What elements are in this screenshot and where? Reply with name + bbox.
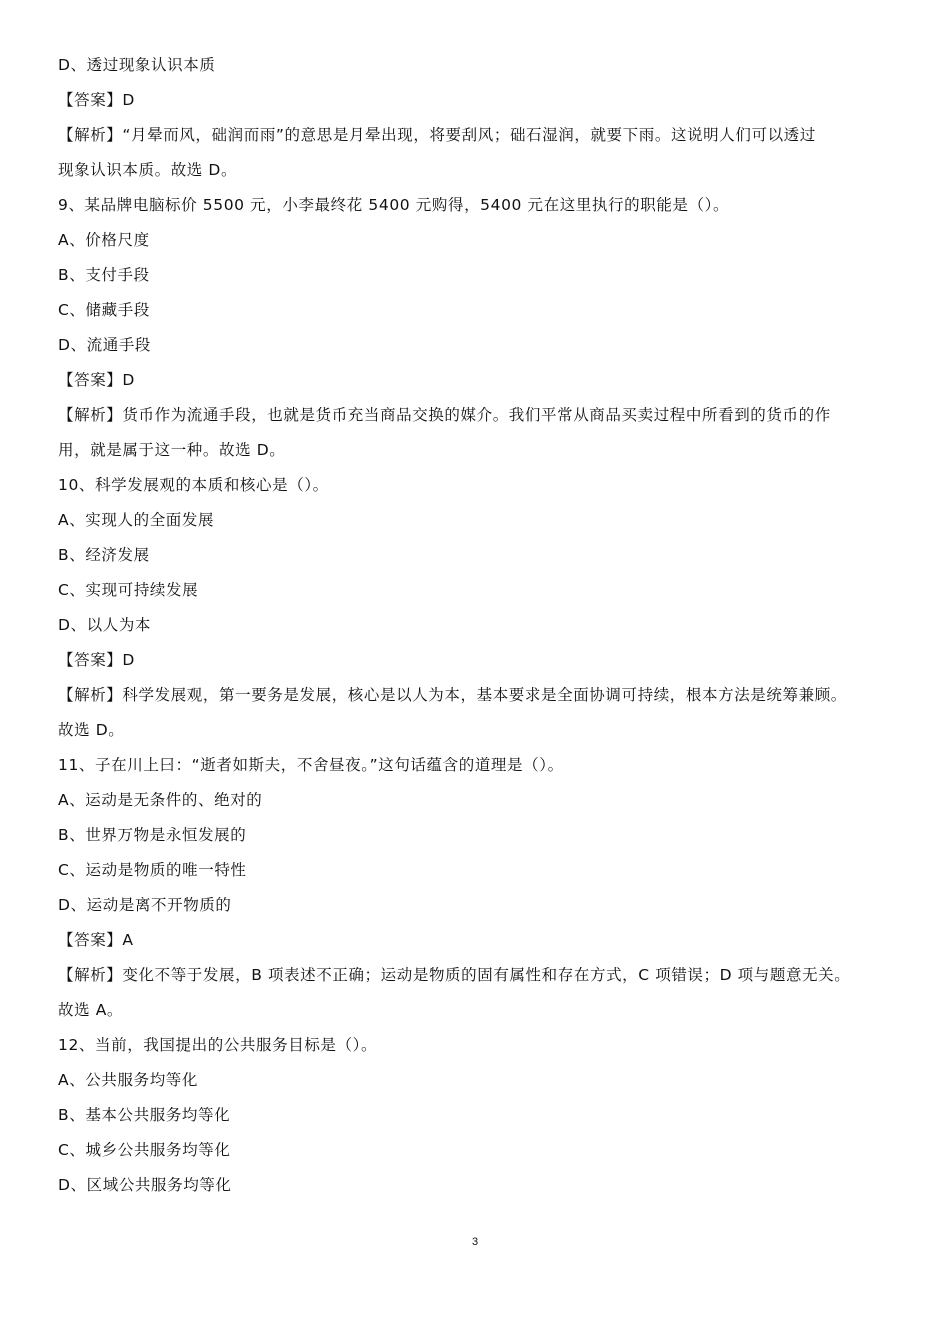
- text-line: 9、某品牌电脑标价 5500 元，小李最终花 5400 元购得，5400 元在这里执行的职能是（）。: [58, 196, 730, 214]
- text-line: C、储藏手段: [58, 301, 150, 319]
- text-line: D、流通手段: [58, 336, 152, 354]
- text-line: B、经济发展: [58, 546, 150, 564]
- text-line: D、区域公共服务均等化: [58, 1176, 232, 1194]
- page-number: 3: [471, 1236, 479, 1248]
- text-line: 12、当前，我国提出的公共服务目标是（）。: [58, 1036, 378, 1054]
- text-line: A、实现人的全面发展: [58, 511, 215, 529]
- text-line: C、运动是物质的唯一特性: [58, 861, 247, 879]
- text-line: 【解析】科学发展观，第一要务是发展，核心是以人为本，基本要求是全面协调可持续，根本方法是统筹兼顾。: [58, 686, 847, 704]
- text-line: 10、科学发展观的本质和核心是（）。: [58, 476, 329, 494]
- text-line: A、运动是无条件的、绝对的: [58, 791, 263, 809]
- text-line: 用，就是属于这一种。故选 D。: [58, 441, 286, 459]
- text-line: 【解析】“月晕而风，础润而雨”的意思是月晕出现，将要刮风；础石湿润，就要下雨。这说明人们可以透过: [58, 126, 816, 144]
- text-line: D、以人为本: [58, 616, 152, 634]
- text-line: D、透过现象认识本质: [58, 56, 216, 74]
- text-line: 【解析】货币作为流通手段，也就是货币充当商品交换的媒介。我们平常从商品买卖过程中所看到的货币的作: [58, 406, 831, 424]
- text-line: 【答案】D: [58, 371, 135, 389]
- text-line: 故选 D。: [58, 721, 125, 739]
- text-line: 【答案】A: [58, 931, 134, 949]
- text-line: B、基本公共服务均等化: [58, 1106, 231, 1124]
- text-line: D、运动是离不开物质的: [58, 896, 232, 914]
- text-line: 故选 A。: [58, 1001, 124, 1019]
- text-line: C、实现可持续发展: [58, 581, 199, 599]
- page-content: [58, 48, 900, 1203]
- text-line: B、世界万物是永恒发展的: [58, 826, 247, 844]
- text-line: A、价格尺度: [58, 231, 150, 249]
- text-line: 【解析】变化不等于发展，B 项表述不正确；运动是物质的固有属性和存在方式，C 项错误；D 项与题意无关。: [58, 966, 851, 984]
- text-line: 现象认识本质。故选 D。: [58, 161, 238, 179]
- text-line: 【答案】D: [58, 651, 135, 669]
- text-line: 【答案】D: [58, 91, 135, 109]
- text-line: 11、子在川上曰：“逝者如斯夫，不舍昼夜。”这句话蕴含的道理是（）。: [58, 756, 564, 774]
- text-line: C、城乡公共服务均等化: [58, 1141, 231, 1159]
- text-line: B、支付手段: [58, 266, 150, 284]
- text-line: A、公共服务均等化: [58, 1071, 199, 1089]
